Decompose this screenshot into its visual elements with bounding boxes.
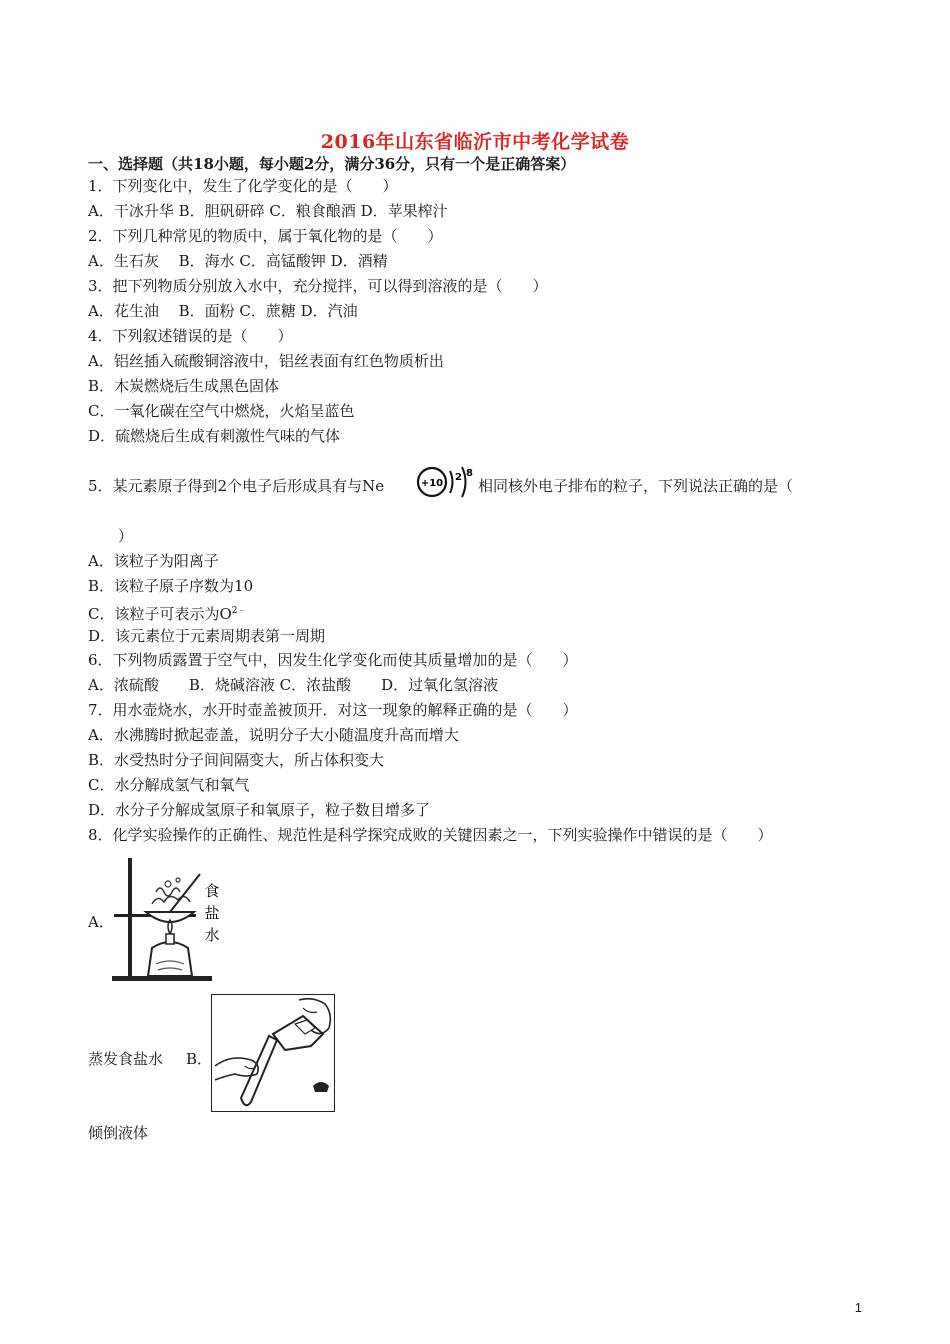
q7-option-a: A．水沸腾时掀起壶盖，说明分子大小随温度升高而增大 (88, 726, 459, 744)
evaporation-apparatus-figure (108, 852, 226, 984)
q5-option-d: D．该元素位于元素周期表第一周期 (88, 627, 326, 645)
q8-option-a-label: A． (88, 913, 114, 931)
q8-stem: 8．化学实验操作的正确性、规范性是科学探究成败的关键因素之一，下列实验操作中错误的是（ ） (88, 826, 773, 844)
q5-stem-part2: 相同核外电子排布的粒子，下列说法正确的是（ (478, 477, 794, 495)
page-title: 2016年山东省临沂市中考化学试卷 (320, 131, 630, 153)
atom-shell-1-electrons: 2 (455, 472, 462, 483)
q4-option-a: A．铝丝插入硫酸铜溶液中，铝丝表面有红色物质析出 (88, 352, 444, 370)
ne-atom-structure-diagram (414, 462, 476, 502)
atom-shell-1 (450, 471, 453, 493)
q8-option-b-caption: 倾倒液体 (88, 1124, 149, 1142)
q1-stem: 1．下列变化中，发生了化学变化的是（ ） (88, 177, 398, 195)
glass-rod (170, 874, 200, 912)
q8-option-b-label: B． (186, 1050, 213, 1068)
q7-option-c: C．水分解成氢气和氧气 (88, 776, 250, 794)
fig-a-label-char-2: 盐 (204, 904, 220, 922)
q4-option-d: D．硫燃烧后生成有刺激性气味的气体 (88, 427, 341, 445)
atom-nucleus-charge: +10 (420, 478, 444, 489)
test-tube (241, 1036, 277, 1105)
atom-shell-2-electrons: 8 (466, 468, 473, 479)
atom-shell-2 (462, 467, 466, 497)
q3-options: A．花生油 B．面粉 C．蔗糖 D．汽油 (88, 302, 358, 320)
fig-a-label-char-1: 食 (204, 882, 220, 900)
stand-rod (128, 858, 132, 978)
q1-options: A．干冰升华 B．胆矾研碎 C．粮食酿酒 D．苹果榨汁 (88, 202, 448, 220)
q5-option-a: A．该粒子为阳离子 (88, 552, 219, 570)
q5-option-c-text: C．该粒子可表示为O (88, 605, 232, 623)
q5-stem-end: ） (118, 527, 134, 545)
q6-stem: 6．下列物质露置于空气中，因发生化学变化而使其质量增加的是（ ） (88, 651, 578, 669)
q7-option-b: B．水受热时分子间间隔变大，所占体积变大 (88, 751, 385, 769)
q2-stem: 2．下列几种常见的物质中，属于氧化物的是（ ） (88, 227, 443, 245)
q4-stem: 4．下列叙述错误的是（ ） (88, 327, 293, 345)
section-heading: 一、选择题（共18小题，每小题2分，满分36分，只有一个是正确答案） (88, 155, 576, 173)
q7-stem: 7．用水壶烧水，水开时壶盖被顶开．对这一现象的解释正确的是（ ） (88, 701, 578, 719)
q2-options: A．生石灰 B．海水 C．高锰酸钾 D．酒精 (88, 252, 388, 270)
q6-options: A．浓硫酸 B．烧碱溶液 C．浓盐酸 D．过氧化氢溶液 (88, 676, 499, 694)
q8-option-a-caption: 蒸发食盐水 (88, 1050, 164, 1068)
q5-option-c-charge: 2﹣ (231, 606, 247, 616)
q5-stem-part1: 5．某元素原子得到2个电子后形成具有与Ne (88, 477, 385, 495)
q4-option-c: C．一氧化碳在空气中燃烧，火焰呈蓝色 (88, 402, 355, 420)
bottle-stopper (313, 1082, 329, 1092)
q4-option-b: B．木炭燃烧后生成黑色固体 (88, 377, 280, 395)
steam-lines (156, 888, 180, 896)
q5-option-c (88, 602, 247, 623)
q7-option-d: D．水分子分解成氢原子和氧原子，粒子数目增多了 (88, 801, 431, 819)
fig-a-label-char-3: 水 (204, 926, 220, 944)
q3-stem: 3．把下列物质分别放入水中，充分搅拌，可以得到溶液的是（ ） (88, 277, 548, 295)
alcohol-lamp (148, 942, 192, 976)
pouring-liquid-figure (211, 994, 335, 1112)
q5-option-b: B．该粒子原子序数为10 (88, 577, 254, 595)
page-number: 1 (854, 1300, 862, 1315)
